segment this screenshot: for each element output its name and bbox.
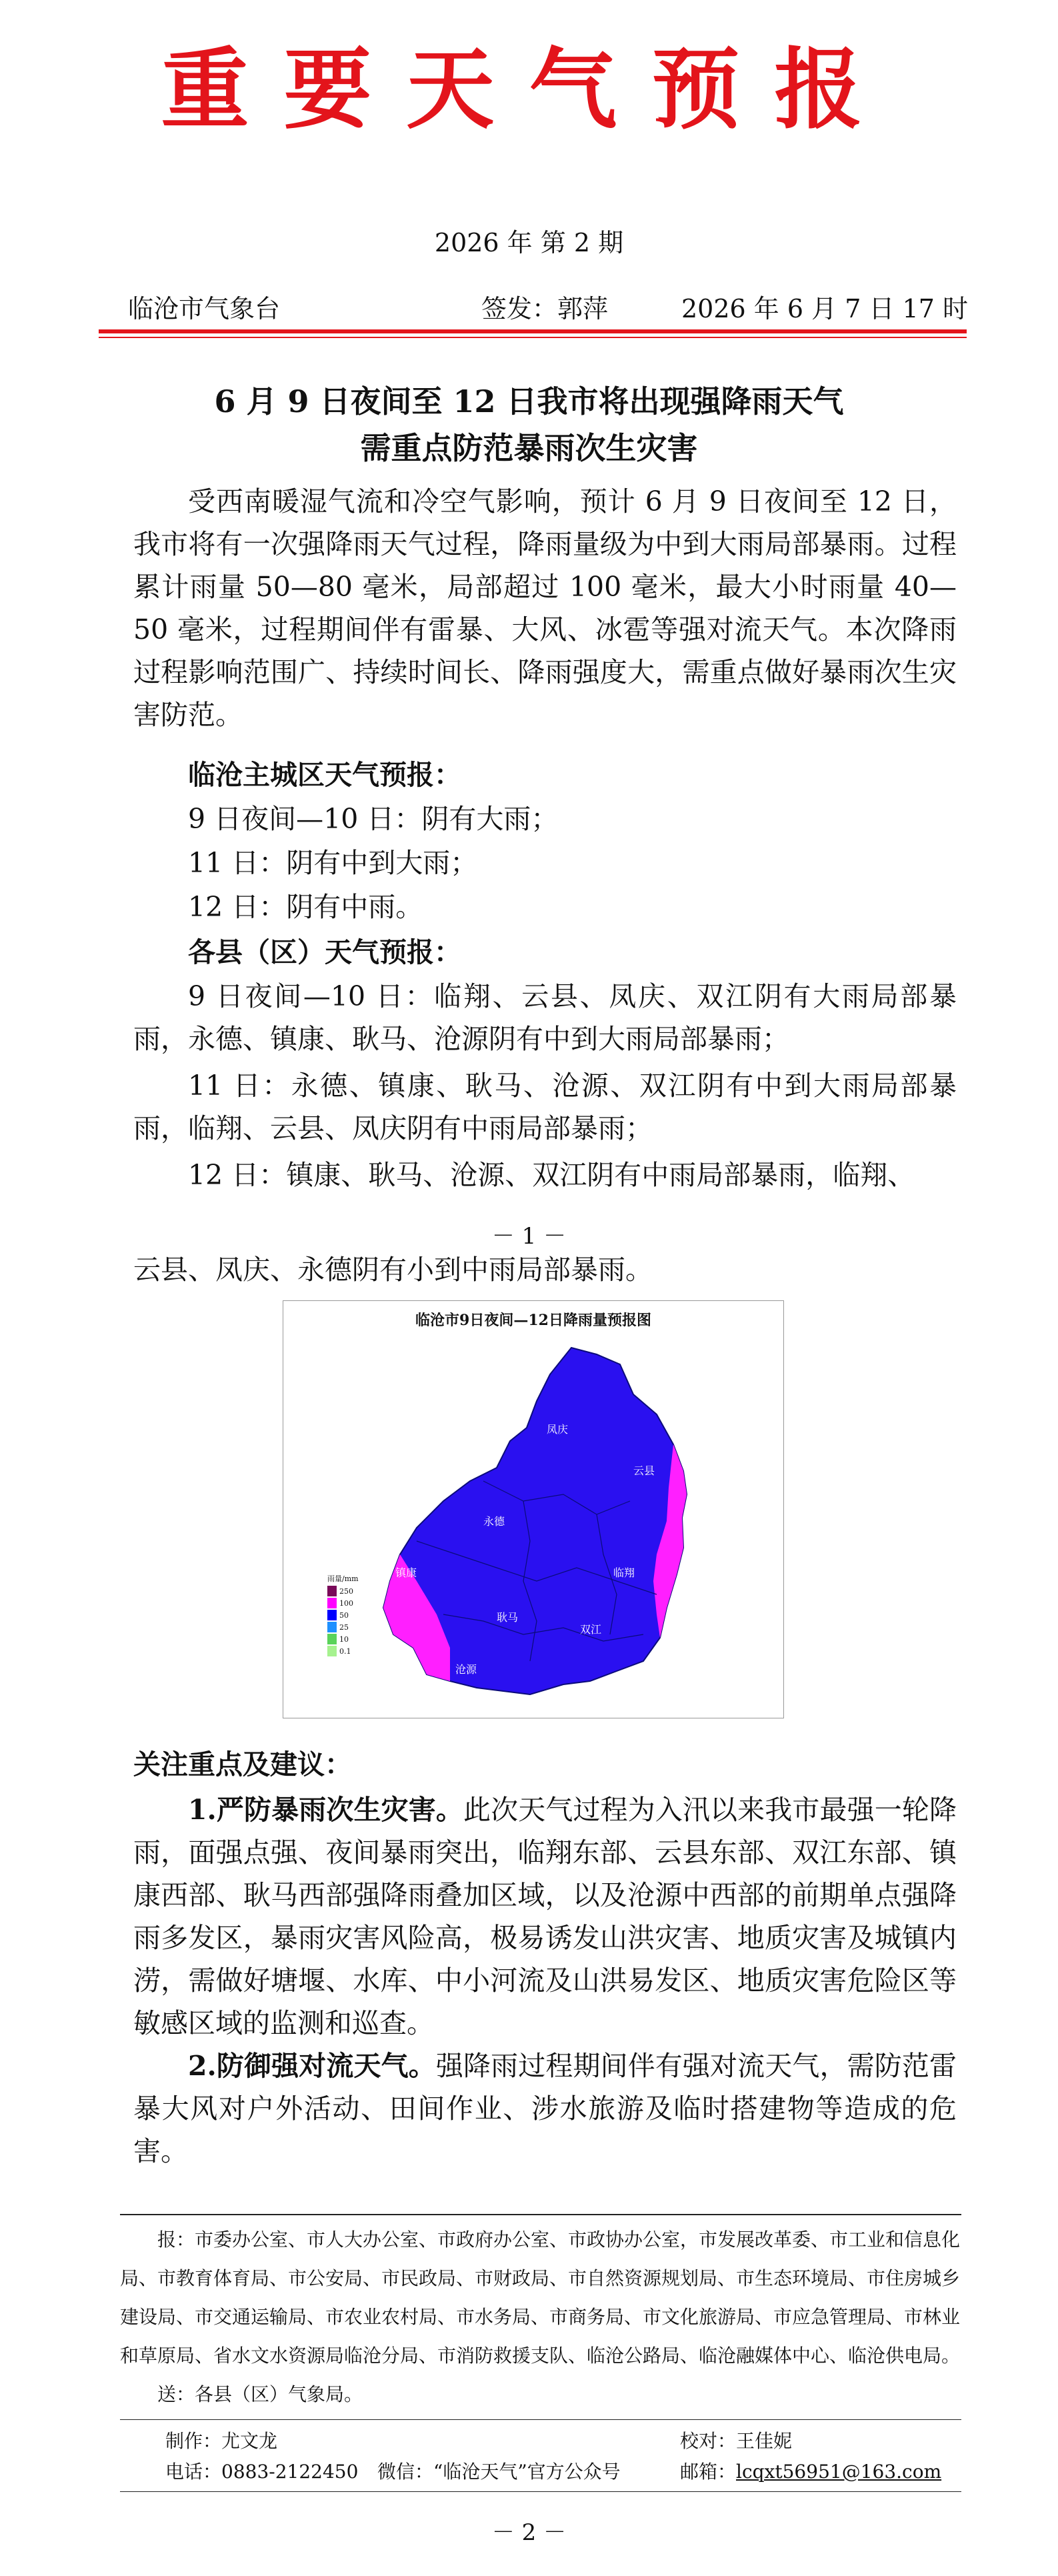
wechat-account: 微信：“临沧天气”官方公众号 bbox=[377, 2461, 621, 2483]
legend-label: 25 bbox=[339, 1622, 349, 1632]
masthead-title: 重要天气预报 bbox=[161, 38, 897, 141]
signer: 签发：郭萍 bbox=[481, 294, 609, 323]
map-title: 临沧市9日夜间—12日降雨量预报图 bbox=[415, 1312, 651, 1329]
page-number-2: － 2 － bbox=[491, 2519, 567, 2546]
contact-email bbox=[680, 2453, 941, 2491]
advice-item-2-text: 强降雨过程期间伴有强对流天气，需防范雷暴大风对户外活动、田间作业、涉水旅游及临时搭建物等造成的危害。 bbox=[133, 2050, 957, 2167]
legend-item bbox=[327, 1645, 359, 1657]
legend-swatch bbox=[327, 1610, 337, 1620]
legend-item bbox=[327, 1633, 359, 1645]
footer-bottom-rule bbox=[120, 2491, 961, 2492]
legend-label: 250 bbox=[339, 1586, 353, 1596]
email-label: 邮箱： bbox=[680, 2461, 737, 2483]
map-label-shuangjiang: 双江 bbox=[580, 1623, 602, 1636]
legend-item bbox=[327, 1609, 359, 1621]
county-forecast-p1: 9 日夜间—10 日：临翔、云县、凤庆、双江阴有大雨局部暴雨，永德、镇康、耿马、沧源阴有中到大雨局部暴雨； bbox=[133, 980, 957, 1055]
city-forecast-item: 12 日：阴有中雨。 bbox=[188, 891, 423, 923]
legend-label: 50 bbox=[339, 1610, 349, 1620]
county-forecast-p3-cont: 云县、凤庆、永德阴有小到中雨局部暴雨。 bbox=[133, 1254, 653, 1286]
header-red-rule-thin bbox=[99, 337, 967, 338]
legend-swatch bbox=[327, 1586, 337, 1596]
advice-item-2 bbox=[133, 2045, 957, 2173]
rainfall-forecast-map bbox=[283, 1300, 784, 1718]
advice-item-1-title: 1.严防暴雨次生灾害。 bbox=[188, 1794, 463, 1826]
city-forecast-heading: 临沧主城区天气预报： bbox=[188, 759, 461, 791]
advice-item-1-text: 此次天气过程为入汛以来我市最强一轮降雨，面强点强、夜间暴雨突出，临翔东部、云县东部、双江东部、镇康西部、耿马西部强降雨叠加区域，以及沧源中西部的前期单点强降雨多发区，暴雨灾害风险高，极易诱发山洪灾害、地质灾害及城镇内涝，需做好塘堰、水库、中小河流及山洪易发区、地质灾害危险区等敏感区域的监测和巡查。 bbox=[133, 1794, 957, 2039]
legend-label: 0.1 bbox=[339, 1646, 351, 1656]
legend-label: 10 bbox=[339, 1634, 349, 1644]
map-label-cangyuan: 沧源 bbox=[455, 1663, 477, 1676]
map-label-yongde: 永德 bbox=[483, 1515, 505, 1528]
map-label-yunxian: 云县 bbox=[633, 1464, 655, 1477]
send-to-list: 送：各县（区）气象局。 bbox=[157, 2383, 363, 2405]
county-forecast-heading: 各县（区）天气预报： bbox=[188, 936, 461, 968]
report-to-list: 报：市委办公室、市人大办公室、市政府办公室、市政协办公室，市发展改革委、市工业和信息化局、市教育体育局、市公安局、市民政局、市财政局、市自然资源规划局、市生态环境局、市住房城乡建设局、市交通运输局、市农业农村局、市水务局、市商务局、市文化旅游局、市应急管理局、市林业和草原局、省水文水资源局临沧分局、市消防救援支队、临沧公路局、临沧融媒体中心、临沧供电局。 bbox=[120, 2229, 961, 2367]
headline-line1: 6 月 9 日夜间至 12 日我市将出现强降雨天气 bbox=[214, 383, 844, 419]
distribution-mid-rule bbox=[120, 2419, 961, 2420]
map-legend bbox=[327, 1573, 359, 1657]
headline-line2: 需重点防范暴雨次生灾害 bbox=[360, 430, 698, 466]
advice-item-1 bbox=[133, 1788, 957, 2045]
legend-swatch bbox=[327, 1646, 337, 1656]
advice-heading: 关注重点及建议： bbox=[133, 1748, 352, 1780]
page-number-1: － 1 － bbox=[491, 1223, 567, 1250]
contact-phone: 电话：0883-2122450 bbox=[165, 2461, 359, 2483]
county-forecast-p2: 11 日：永德、镇康、耿马、沧源、双江阴有中到大雨局部暴雨，临翔、云县、凤庆阴有中雨局部暴雨； bbox=[133, 1070, 957, 1144]
city-forecast-item: 11 日：阴有中到大雨； bbox=[188, 847, 478, 879]
legend-item bbox=[327, 1621, 359, 1633]
issue-number: 2026 年 第 2 期 bbox=[434, 228, 624, 257]
checker: 校对：王佳妮 bbox=[680, 2430, 793, 2452]
legend-swatch bbox=[327, 1634, 337, 1644]
maker: 制作：尤文龙 bbox=[165, 2430, 278, 2452]
map-label-fengqing: 凤庆 bbox=[547, 1423, 569, 1436]
issuing-office: 临沧市气象台 bbox=[128, 294, 281, 323]
header-red-rule bbox=[99, 329, 967, 333]
map-label-zhenkang: 镇康 bbox=[395, 1566, 417, 1579]
issue-datetime: 2026 年 6 月 7 日 17 时 bbox=[681, 294, 968, 323]
legend-unit: 雨量/mm bbox=[327, 1574, 359, 1583]
map-label-linxiang: 临翔 bbox=[613, 1566, 635, 1579]
legend-item bbox=[327, 1585, 359, 1597]
distribution-top-rule bbox=[120, 2214, 961, 2215]
city-forecast-item: 9 日夜间—10 日：阴有大雨； bbox=[188, 803, 559, 835]
legend-item bbox=[327, 1597, 359, 1609]
email-link[interactable]: lcqxt56951@163.com bbox=[736, 2461, 942, 2483]
advice-item-2-title: 2.防御强对流天气。 bbox=[188, 2050, 436, 2082]
intro-paragraph: 受西南暖湿气流和冷空气影响，预计 6 月 9 日夜间至 12 日，我市将有一次强降雨天气过程，降雨量级为中到大雨局部暴雨。过程累计雨量 50—80 毫米，局部超过 100 毫米，最大小时雨量 40—50 毫米，过程期间伴有雷暴、大风、冰雹等强对流天气。本次降雨过程影响范围广、持续时间长、降雨强度大，需重点做好暴雨次生灾害防范。 bbox=[133, 485, 957, 731]
legend-label: 100 bbox=[339, 1598, 353, 1608]
map-label-gengma: 耿马 bbox=[497, 1611, 519, 1624]
legend-swatch bbox=[327, 1598, 337, 1608]
county-forecast-p3: 12 日：镇康、耿马、沧源、双江阴有中雨局部暴雨，临翔、 bbox=[188, 1159, 915, 1191]
legend-swatch bbox=[327, 1622, 337, 1632]
